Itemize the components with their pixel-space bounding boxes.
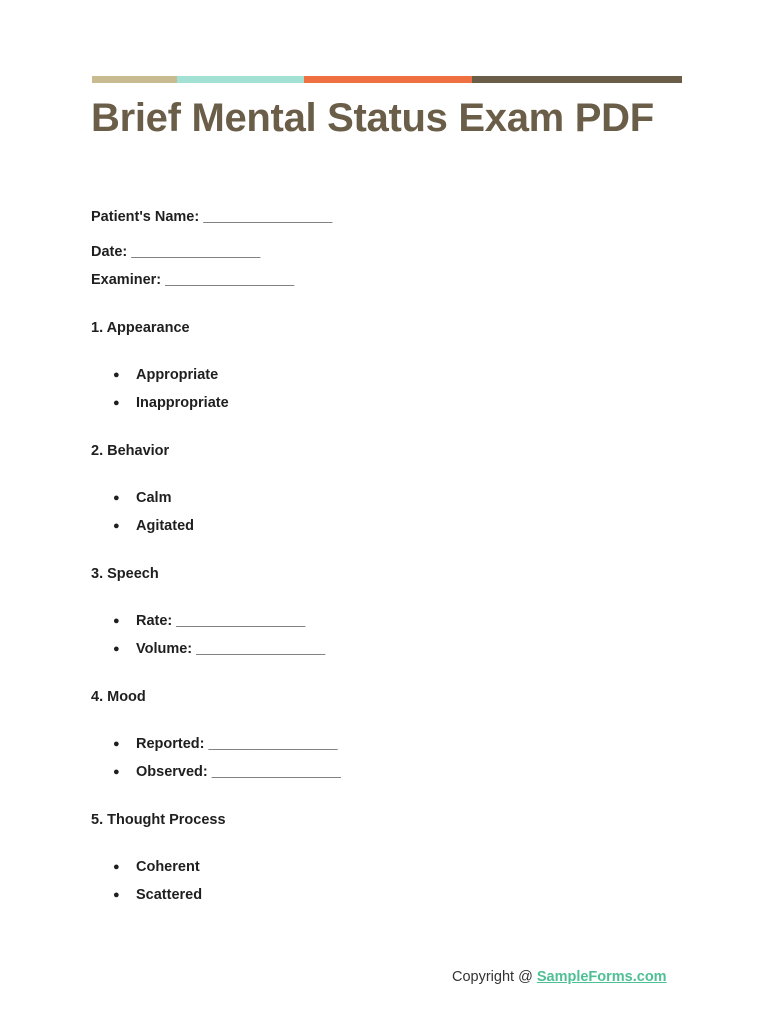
- list-item-label: Coherent: [136, 859, 200, 875]
- bullet-icon: ●: [113, 766, 120, 778]
- bullet-icon: ●: [113, 615, 120, 627]
- bullet-icon: ●: [113, 369, 120, 381]
- bullet-icon: ●: [113, 492, 120, 504]
- accent-segment: [177, 76, 304, 83]
- examiner-field: Examiner: ________________: [91, 272, 295, 288]
- header-accent-bar: [92, 76, 682, 83]
- list-item: [113, 763, 341, 781]
- section-heading-appearance: 1. Appearance: [91, 320, 190, 336]
- list-item-label: Appropriate: [136, 367, 219, 383]
- sampleforms-link[interactable]: SampleForms.com: [536, 969, 667, 985]
- list-item: [113, 366, 218, 384]
- list-item: [113, 886, 202, 904]
- bullet-icon: ●: [113, 889, 120, 901]
- list-item-label: Agitated: [136, 518, 194, 534]
- copyright-prefix: Copyright @: [452, 969, 537, 985]
- list-item-label: Inappropriate: [136, 395, 229, 411]
- list-item-label: Reported: ________________: [136, 736, 338, 752]
- patient-name-field: Patient's Name: ________________: [91, 209, 333, 225]
- bullet-icon: ●: [113, 643, 120, 655]
- list-item: [113, 489, 171, 507]
- list-item: [113, 858, 200, 876]
- section-heading-thought-process: 5. Thought Process: [91, 812, 226, 828]
- list-item: [113, 394, 229, 412]
- bullet-icon: ●: [113, 397, 120, 409]
- list-item-label: Scattered: [136, 887, 203, 903]
- list-item-label: Rate: ________________: [136, 613, 306, 629]
- list-item: [113, 640, 325, 658]
- list-item-label: Volume: ________________: [136, 641, 326, 657]
- bullet-icon: ●: [113, 738, 120, 750]
- list-item-label: Calm: [136, 490, 172, 506]
- accent-segment: [304, 76, 472, 83]
- accent-segment: [92, 76, 177, 83]
- section-heading-speech: 3. Speech: [91, 566, 159, 582]
- list-item-label: Observed: ________________: [136, 764, 341, 780]
- list-item: [113, 612, 305, 630]
- page-title: Brief Mental Status Exam PDF: [91, 96, 654, 140]
- accent-segment: [472, 76, 682, 83]
- list-item: [113, 735, 338, 753]
- bullet-icon: ●: [113, 861, 120, 873]
- date-field: Date: ________________: [91, 244, 261, 260]
- bullet-icon: ●: [113, 520, 120, 532]
- section-heading-mood: 4. Mood: [91, 689, 146, 705]
- section-heading-behavior: 2. Behavior: [91, 443, 170, 459]
- footer-copyright: [452, 968, 667, 986]
- list-item: [113, 517, 194, 535]
